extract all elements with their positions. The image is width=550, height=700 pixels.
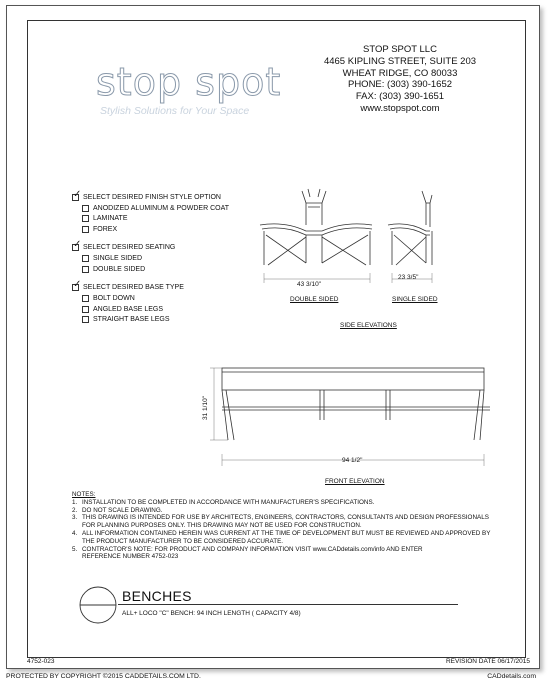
title-divider bbox=[118, 604, 458, 605]
option-label: STRAIGHT BASE LEGS bbox=[93, 316, 170, 324]
company-name: STOP SPOT LLC bbox=[363, 44, 437, 55]
checkbox-laminate[interactable] bbox=[82, 215, 89, 222]
drawing-title: BENCHES bbox=[122, 588, 192, 604]
note-text: ALL INFORMATION CONTAINED HEREIN WAS CURRENT AT THE TIME OF DEVELOPMENT BUT MUST BE REVIEWED AND APPROVED BY bbox=[82, 529, 491, 537]
front-height-dimension: 31 1/10" bbox=[202, 396, 209, 420]
option-group-header: SELECT DESIRED FINISH STYLE OPTION bbox=[83, 193, 221, 201]
company-website[interactable]: www.stopspot.com bbox=[360, 102, 440, 114]
note-text: REFERENCE NUMBER 4752-023 bbox=[82, 553, 179, 561]
double-sided-label: DOUBLE SIDED bbox=[290, 296, 339, 303]
checkbox-double-sided[interactable] bbox=[82, 266, 89, 273]
company-phone: PHONE: (303) 390-1652 bbox=[347, 79, 453, 91]
drawing-subtitle: ALL+ LOCO "C" BENCH: 94 INCH LENGTH ( CAPACITY 4/8) bbox=[122, 610, 301, 617]
note-row bbox=[72, 546, 512, 554]
options-checklist bbox=[72, 191, 229, 332]
option-group-header: SELECT DESIRED BASE TYPE bbox=[83, 284, 184, 291]
option-label: FOREX bbox=[93, 225, 118, 233]
note-text: THE PRODUCT MANUFACTURER TO BE CONSIDERED ACCURATE. bbox=[82, 537, 284, 545]
option-group-base bbox=[72, 282, 229, 326]
single-sided-elevation-drawing bbox=[380, 185, 460, 295]
finish-header-checkbox[interactable] bbox=[72, 194, 79, 201]
note-number: 2. bbox=[72, 506, 78, 514]
title-block-symbol bbox=[76, 585, 120, 625]
note-number bbox=[72, 522, 82, 530]
company-info bbox=[310, 44, 490, 115]
notes-section bbox=[72, 491, 512, 561]
copyright-notice: PROTECTED BY COPYRIGHT ©2015 CADDETAILS.COM LTD. bbox=[6, 673, 201, 680]
option-label: DOUBLE SIDED bbox=[93, 265, 146, 273]
checkbox-forex[interactable] bbox=[82, 226, 89, 233]
option-label: BOLT DOWN bbox=[93, 295, 135, 303]
note-number: 1. bbox=[72, 498, 78, 506]
note-number bbox=[72, 538, 82, 546]
front-width-dimension: 94 1/2" bbox=[342, 457, 363, 464]
option-group-header: SELECT DESIRED SEATING bbox=[83, 244, 176, 251]
note-row bbox=[72, 553, 512, 561]
option-label: SINGLE SIDED bbox=[93, 255, 143, 263]
note-number bbox=[72, 553, 82, 561]
company-tagline: Stylish Solutions for Your Space bbox=[100, 105, 250, 117]
double-sided-elevation-drawing bbox=[250, 185, 390, 295]
note-number: 4. bbox=[72, 529, 78, 537]
note-row bbox=[72, 538, 512, 546]
company-address-line2: WHEAT RIDGE, CO 80033 bbox=[342, 67, 458, 79]
option-label: ANODIZED ALUMINUM & POWDER COAT bbox=[93, 204, 229, 212]
note-row bbox=[72, 514, 512, 522]
double-sided-dimension: 43 3/10" bbox=[297, 281, 321, 288]
checkbox-anodized[interactable] bbox=[82, 205, 89, 212]
note-text: DO NOT SCALE DRAWING. bbox=[82, 506, 163, 514]
note-number: 5. bbox=[72, 545, 78, 553]
revision-date: REVISION DATE 06/17/2015 bbox=[445, 658, 530, 665]
cad-site-link[interactable]: CADdetails.com bbox=[487, 673, 536, 680]
note-row bbox=[72, 530, 512, 538]
side-elevations-label: SIDE ELEVATIONS bbox=[340, 322, 397, 329]
single-sided-dimension: 23 3/5" bbox=[398, 274, 419, 281]
company-fax: FAX: (303) 390-1651 bbox=[355, 91, 445, 103]
base-header-checkbox[interactable] bbox=[72, 284, 79, 291]
note-text: THIS DRAWING IS INTENDED FOR USE BY ARCHITECTS, ENGINEERS, CONTRACTORS, CONSULTANTS AND DESIGN PROFESSIONALS bbox=[82, 514, 489, 522]
checkbox-straight-legs[interactable] bbox=[82, 316, 89, 323]
note-row bbox=[72, 507, 512, 515]
note-number: 3. bbox=[72, 514, 78, 522]
option-group-finish bbox=[72, 191, 229, 235]
front-elevation-drawing bbox=[200, 360, 500, 470]
note-text: FOR PLANNING PURPOSES ONLY. THIS DRAWING MAY NOT BE USED FOR CONSTRUCTION. bbox=[82, 522, 362, 530]
company-logo: stop spot bbox=[96, 60, 282, 104]
option-group-seating bbox=[72, 242, 229, 275]
notes-title: NOTES: bbox=[72, 491, 96, 498]
option-label: LAMINATE bbox=[93, 215, 128, 223]
note-row bbox=[72, 499, 512, 507]
note-text: INSTALLATION TO BE COMPLETED IN ACCORDANCE WITH MANUFACTURER'S SPECIFICATIONS. bbox=[82, 498, 375, 506]
single-sided-label: SINGLE SIDED bbox=[392, 296, 438, 303]
note-text: CONTRACTOR'S NOTE: FOR PRODUCT AND COMPANY INFORMATION VISIT www.CADdetails.com/info AND ENTER bbox=[82, 545, 423, 553]
front-elevation-label: FRONT ELEVATION bbox=[325, 478, 385, 485]
seating-header-checkbox[interactable] bbox=[72, 244, 79, 251]
checkbox-angled-legs[interactable] bbox=[82, 306, 89, 313]
checkbox-bolt-down[interactable] bbox=[82, 295, 89, 302]
note-row bbox=[72, 522, 512, 530]
checkbox-single-sided[interactable] bbox=[82, 255, 89, 262]
option-label: ANGLED BASE LEGS bbox=[93, 305, 164, 313]
reference-number: 4752-023 bbox=[27, 658, 55, 665]
company-address-line1: 4465 KIPLING STREET, SUITE 203 bbox=[323, 55, 477, 67]
